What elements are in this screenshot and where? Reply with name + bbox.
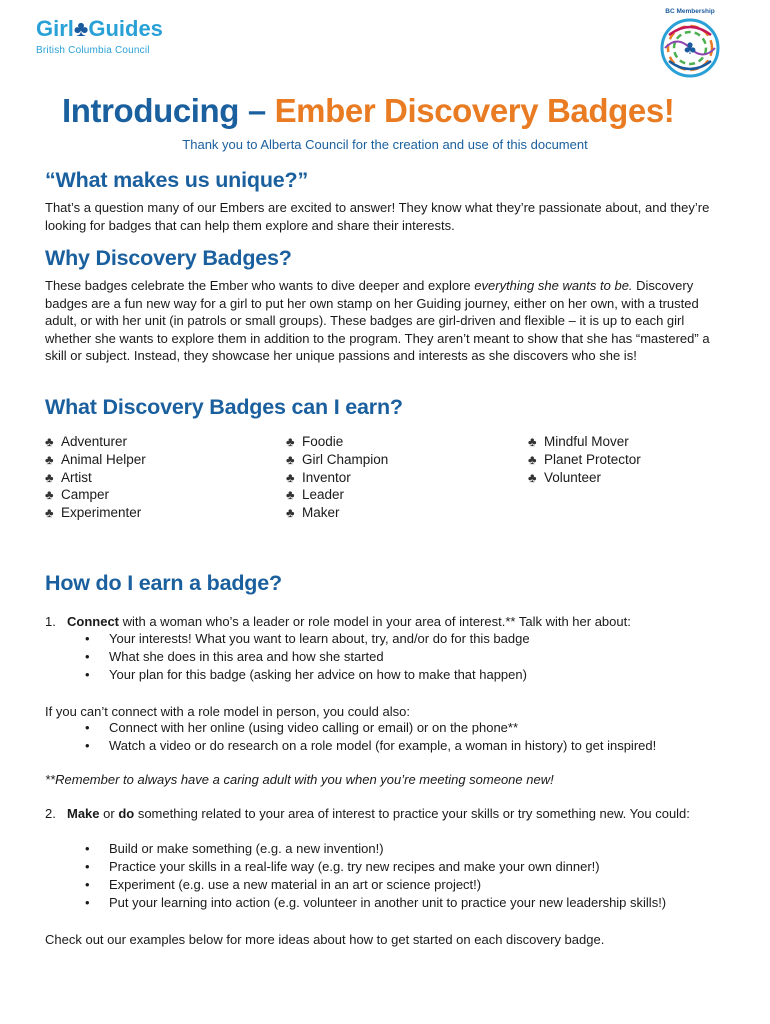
badge-list-item: ♣ Camper — [45, 487, 110, 503]
trefoil-icon: ♣ — [73, 16, 89, 41]
badge-list-item: ♣ Mindful Mover — [528, 434, 629, 449]
step-1 — [45, 613, 725, 631]
trefoil-knot-icon — [657, 15, 723, 81]
badge-list-item: ♣ Inventor — [286, 469, 351, 485]
list-item: • Experiment (e.g. use a new material in an art or science project!) — [85, 876, 725, 894]
list-item: • What she does in this area and how she started — [85, 648, 725, 666]
step-2 — [45, 805, 725, 823]
unique-body: That’s a question many of our Embers are excited to answer! They know what they’re passionate about, and they’re looking for badges that can help them explore and share their interests. — [45, 200, 710, 233]
step-2-bold-do: do — [118, 806, 135, 821]
clover-icon: ♣ — [286, 434, 295, 449]
svg-text:♣: ♣ — [682, 39, 698, 58]
badge-list-item: ♣ Experimenter — [45, 505, 142, 521]
badge-list-item: ♣ Artist — [45, 469, 92, 485]
badge-list-item: ♣ Leader — [286, 487, 345, 503]
page-title — [62, 92, 674, 130]
list-item: • Your interests! What you want to learn about, try, and/or do for this badge — [85, 630, 725, 648]
clover-icon: ♣ — [45, 434, 54, 449]
badge-list-item: ♣ Foodie — [286, 434, 344, 449]
step-2-bold-make: Make — [67, 806, 100, 821]
list-item: • Watch a video or do research on a role model (for example, a woman in history) to get inspired! — [85, 737, 725, 755]
step-1-bullets — [85, 630, 725, 684]
why-intro: These badges celebrate the Ember who wants to dive deeper and explore — [45, 278, 475, 293]
step-2-number: 2. — [45, 806, 56, 821]
clover-icon: ♣ — [286, 469, 295, 485]
clover-icon: ♣ — [286, 451, 295, 467]
badge-list-item: ♣ Girl Champion — [286, 451, 389, 467]
badge-column-3 — [528, 433, 641, 486]
list-item: • Put your learning into action (e.g. volunteer in another unit to practice your new leadership skills!) — [85, 894, 725, 912]
clover-icon: ♣ — [528, 434, 537, 449]
badge-column-2 — [286, 433, 388, 522]
clover-icon: ♣ — [528, 451, 537, 467]
step-2-text: something related to your area of interest to practice your skills or try something new. You could: — [134, 806, 690, 821]
clover-icon: ♣ — [45, 505, 54, 521]
title-prefix: Introducing – — [62, 92, 275, 129]
badge-column-1 — [45, 433, 146, 522]
step-1-text: with a woman who’s a leader or role model in your area of interest.** Talk with her about: — [119, 614, 631, 629]
why-heading: Why Discovery Badges? — [45, 246, 292, 270]
badge-list-item: ♣ Animal Helper — [45, 451, 146, 467]
clover-icon: ♣ — [286, 505, 295, 521]
how-heading: How do I earn a badge? — [45, 571, 282, 595]
why-rest: Discovery badges are a fun new way for a girl to put her own stamp on her Guiding journey, either on her own, with a trusted adult, or with her unit (in patrols or small groups). These badges are girl-driven and flexible – it is up to each girl whether she wants to explore them in addition to the program. They aren’t meant to show that she has “mastered” a skill or subject. Instead, they showcase her unique passions and interests as she discovers who she is! — [45, 278, 710, 364]
badge-list-item: ♣ Volunteer — [528, 469, 602, 485]
closing-text: Check out our examples below for more ideas about how to get started on each discovery badge. — [45, 932, 605, 947]
logo-subtitle: British Columbia Council — [36, 45, 150, 56]
clover-icon: ♣ — [45, 469, 54, 485]
list-item: • Build or make something (e.g. a new invention!) — [85, 840, 725, 858]
why-body — [45, 277, 725, 365]
clover-icon: ♣ — [286, 487, 295, 503]
step-2-bullets — [85, 840, 725, 912]
earn-heading: What Discovery Badges can I earn? — [45, 395, 403, 419]
why-intro-italic: everything she wants to be. — [474, 278, 633, 293]
alt-intro: If you can’t connect with a role model in person, you could also: — [45, 704, 410, 719]
page-subtitle: Thank you to Alberta Council for the creation and use of this document — [182, 137, 588, 152]
step-1-bold: Connect — [67, 614, 119, 629]
logo-word-guides: Guides — [88, 16, 163, 41]
step-2-mid: or — [99, 806, 119, 821]
bc-membership-badge — [655, 8, 725, 86]
list-item: • Connect with her online (using video calling or email) or on the phone** — [85, 719, 725, 737]
list-item: • Practice your skills in a real-life way (e.g. try new recipes and make your own dinner!) — [85, 858, 725, 876]
unique-heading: “What makes us unique?” — [45, 168, 308, 192]
badge-list-item: ♣ Maker — [286, 505, 340, 521]
clover-icon: ♣ — [45, 487, 54, 503]
clover-icon: ♣ — [528, 469, 537, 485]
badge-list-item: ♣ Planet Protector — [528, 451, 641, 467]
bc-membership-label: BC Membership — [665, 8, 715, 15]
reminder-note: **Remember to always have a caring adult with you when you’re meeting someone new! — [45, 772, 554, 787]
title-accent: Ember Discovery Badges! — [274, 92, 675, 129]
clover-icon: ♣ — [45, 451, 54, 467]
step-1-number: 1. — [45, 614, 56, 629]
logo-word-girl: Girl — [36, 16, 74, 41]
list-item: • Your plan for this badge (asking her advice on how to make that happen) — [85, 666, 725, 684]
girl-guides-logo — [36, 18, 186, 62]
alt-bullets — [85, 719, 725, 755]
badge-list-item: ♣ Adventurer — [45, 434, 128, 449]
